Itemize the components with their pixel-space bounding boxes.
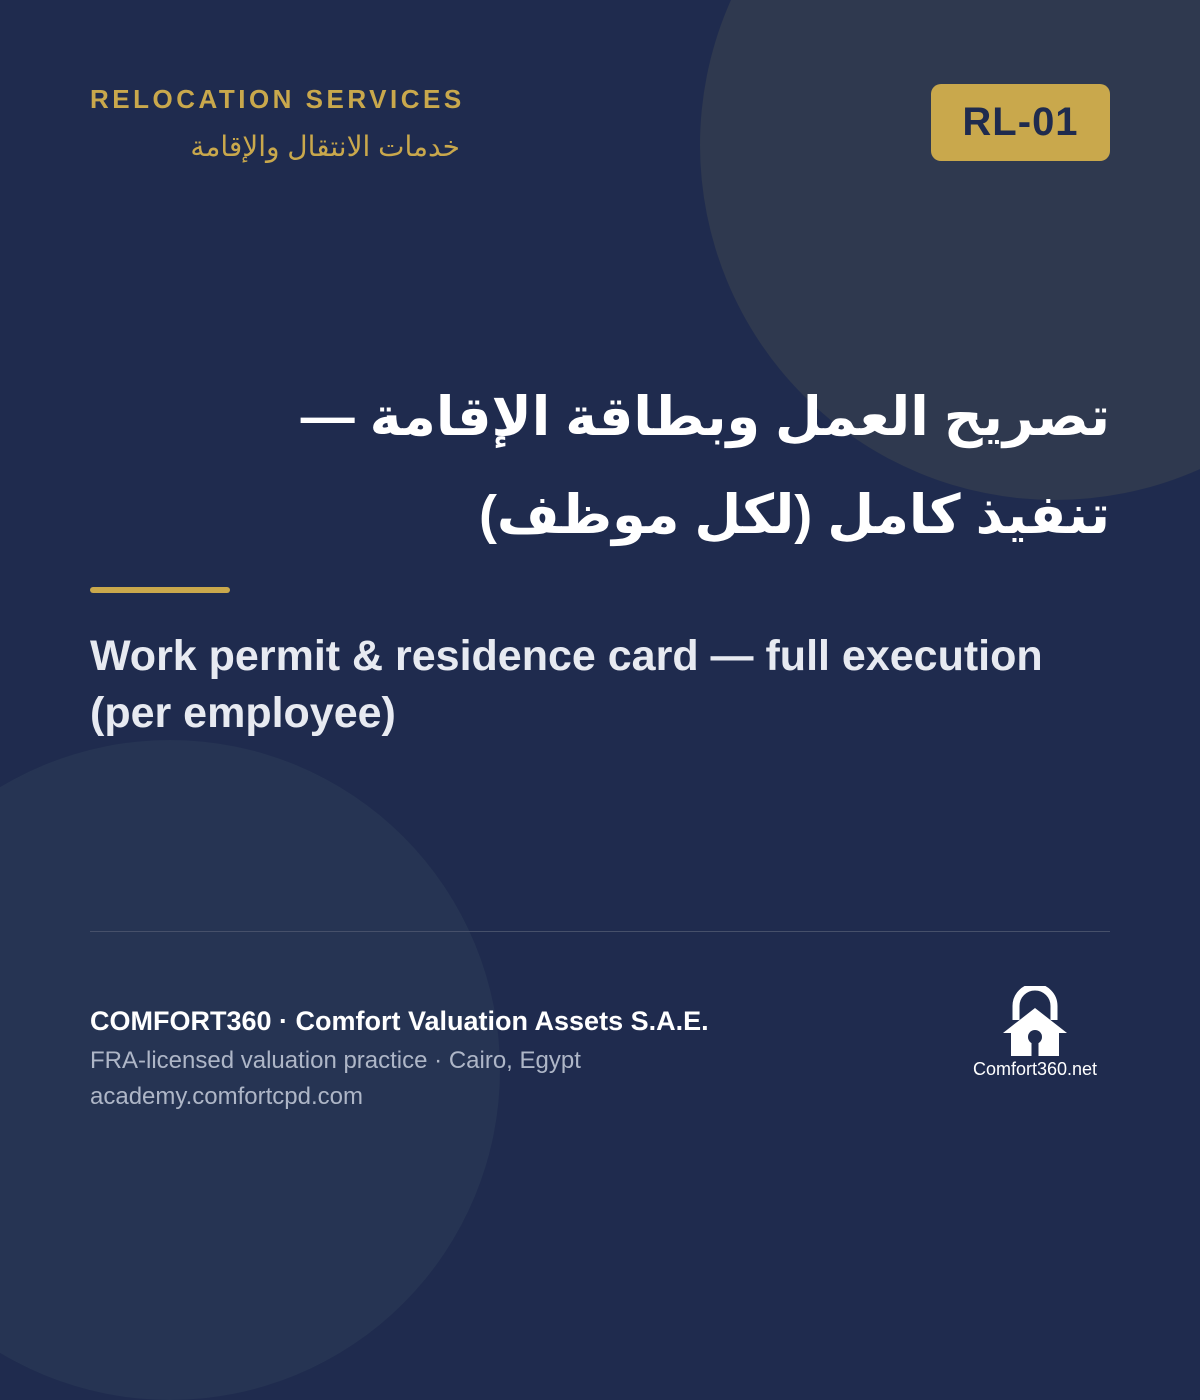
title-arabic-line-1: تصريح العمل وبطاقة الإقامة —	[300, 387, 1110, 447]
house-padlock-icon	[1001, 986, 1069, 1058]
company-name: COMFORT360 · Comfort Valuation Assets S.A.E.	[90, 1006, 709, 1036]
category-label-en: RELOCATION SERVICES	[90, 84, 465, 114]
brand-logo	[960, 986, 1110, 1086]
logo-text: Comfort360.net	[972, 1059, 1098, 1079]
service-code-badge: RL-01	[931, 84, 1110, 161]
footer-divider	[90, 931, 1110, 932]
category-label-ar: خدمات الانتقال والإقامة	[190, 131, 460, 162]
accent-rule	[90, 587, 230, 593]
title-arabic-line-2: تنفيذ كامل (لكل موظف)	[478, 485, 1110, 545]
company-website: academy.comfortcpd.com	[90, 1083, 363, 1110]
title-english: Work permit & residence card — full execution (per employee)	[90, 632, 1043, 737]
company-description: FRA-licensed valuation practice · Cairo, Egypt	[90, 1047, 581, 1074]
title-arabic	[90, 368, 1110, 564]
